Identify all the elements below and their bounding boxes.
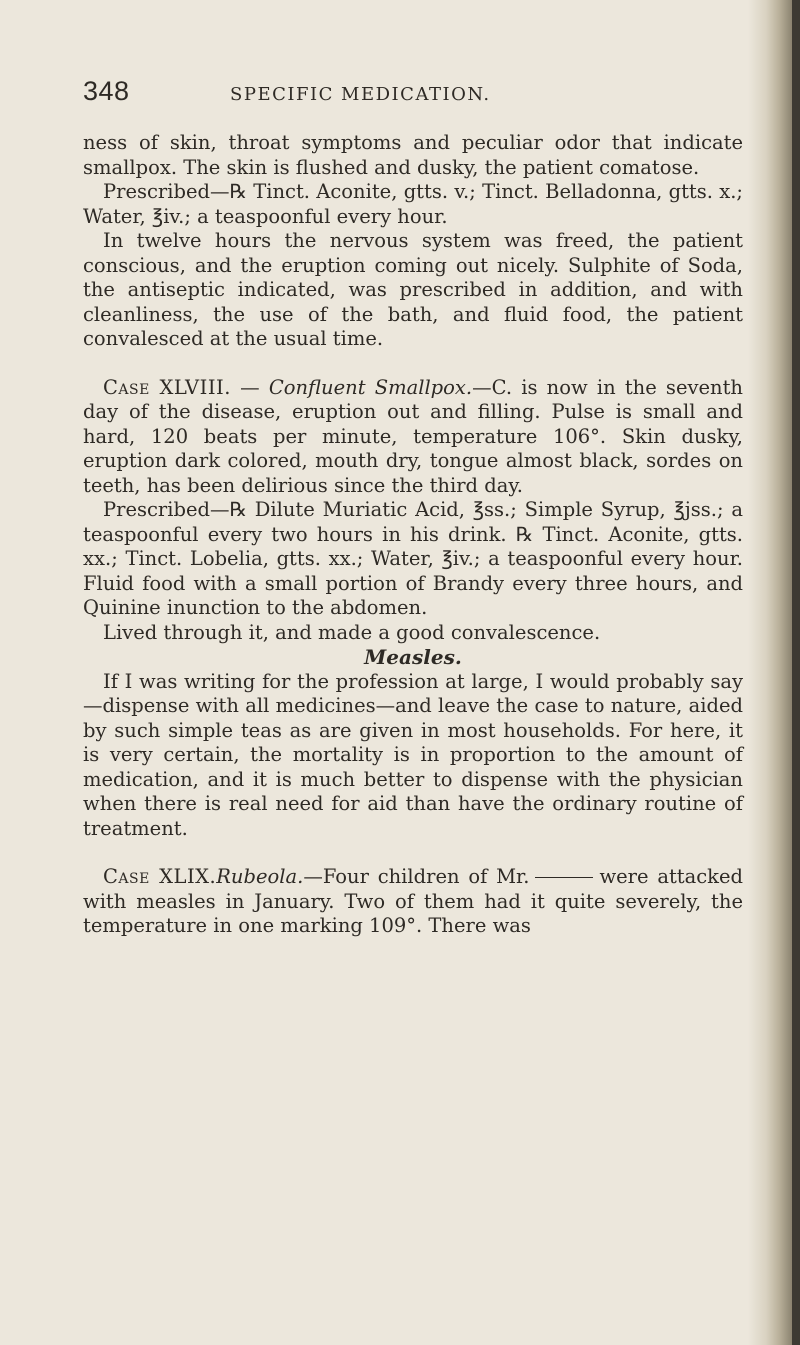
case-48-title: Confluent Smallpox. bbox=[268, 375, 473, 399]
paragraph-2: Prescribed—℞ Tinct. Aconite, gtts. v.; Tinct. Belladonna, gtts. x.; Water, ℥iv.; a teaspoonful every hour. bbox=[83, 180, 743, 228]
case-49-title: Rubeola. bbox=[216, 865, 304, 888]
paragraph-7: If I was writing for the profession at large, I would probably say—dispense with all medicines—and leave the case to nature, aided by such simple teas as are given in most households. For here, it is very certain, the mortality is in proportion to the amount of medication, and it is much better to dispense with the physician when there is real need for aid than have the ordinary routine of treatment. bbox=[83, 669, 743, 840]
case-48-label: Case XLVIII. bbox=[103, 375, 231, 399]
page-number: 348 bbox=[83, 76, 130, 106]
page-body bbox=[83, 131, 743, 939]
paragraph-5: Prescribed—℞ Dilute Muriatic Acid, ℥ss.; Simple Syrup, ℥jss.; a teaspoonful every two hours in his drink. ℞ Tinct. Aconite, gtts. xx.; Tinct. Lobelia, gtts. xx.; Water, ℥iv.; a teaspoonful every hour. Fluid food with a small portion of Brandy every three hours, and Quinine inunction to the abdomen. bbox=[83, 498, 743, 619]
paragraph-gap bbox=[83, 841, 743, 865]
paragraph-1: ness of skin, throat symptoms and peculiar odor that indicate smallpox. The skin is flushed and dusky, the patient comatose. bbox=[83, 131, 743, 179]
section-title: Measles. bbox=[364, 645, 462, 669]
case-48-text: —C. is now in the seventh day of the disease, eruption out and filling. Pulse is small and hard, 120 beats per minute, temperature 106°. Skin dusky, eruption dark colored, mouth dry, tongue almost black, sordes on teeth, has been delirious since the third day. bbox=[83, 375, 743, 497]
case-49-label: Case XLIX. bbox=[103, 865, 217, 888]
paragraph-case-49 bbox=[83, 865, 743, 939]
paragraph-gap bbox=[83, 352, 743, 376]
page-edge-shadow bbox=[792, 0, 800, 1345]
case-49-text-b: were attacked with measles in January. Two of them had it quite severely, the temperature in one marking 109°. There was bbox=[83, 865, 744, 937]
paragraph-6: Lived through it, and made a good convalescence. bbox=[103, 620, 601, 644]
paragraph-3: In twelve hours the nervous system was freed, the patient conscious, and the eruption coming out nicely. Sulphite of Soda, the antiseptic indicated, was prescribed in addition, and with cleanliness, the use of the bath, and fluid food, the patient convalesced at the usual time. bbox=[83, 229, 743, 350]
name-dash bbox=[535, 877, 593, 878]
running-head: SPECIFIC MEDICATION. bbox=[230, 84, 491, 105]
paragraph-case-48: Case XLVIII. — Confluent Smallpox.—C. is now in the seventh day of the disease, eruption out and filling. Pulse is small and hard, 120 beats per minute, temperature 106°. Skin dusky, eruption dark colored, mouth dry, tongue almost black, sordes on teeth, has been delirious since the third day. bbox=[83, 375, 743, 497]
case-49-text-a: —Four children of Mr. bbox=[303, 865, 530, 888]
page-header bbox=[83, 76, 743, 116]
